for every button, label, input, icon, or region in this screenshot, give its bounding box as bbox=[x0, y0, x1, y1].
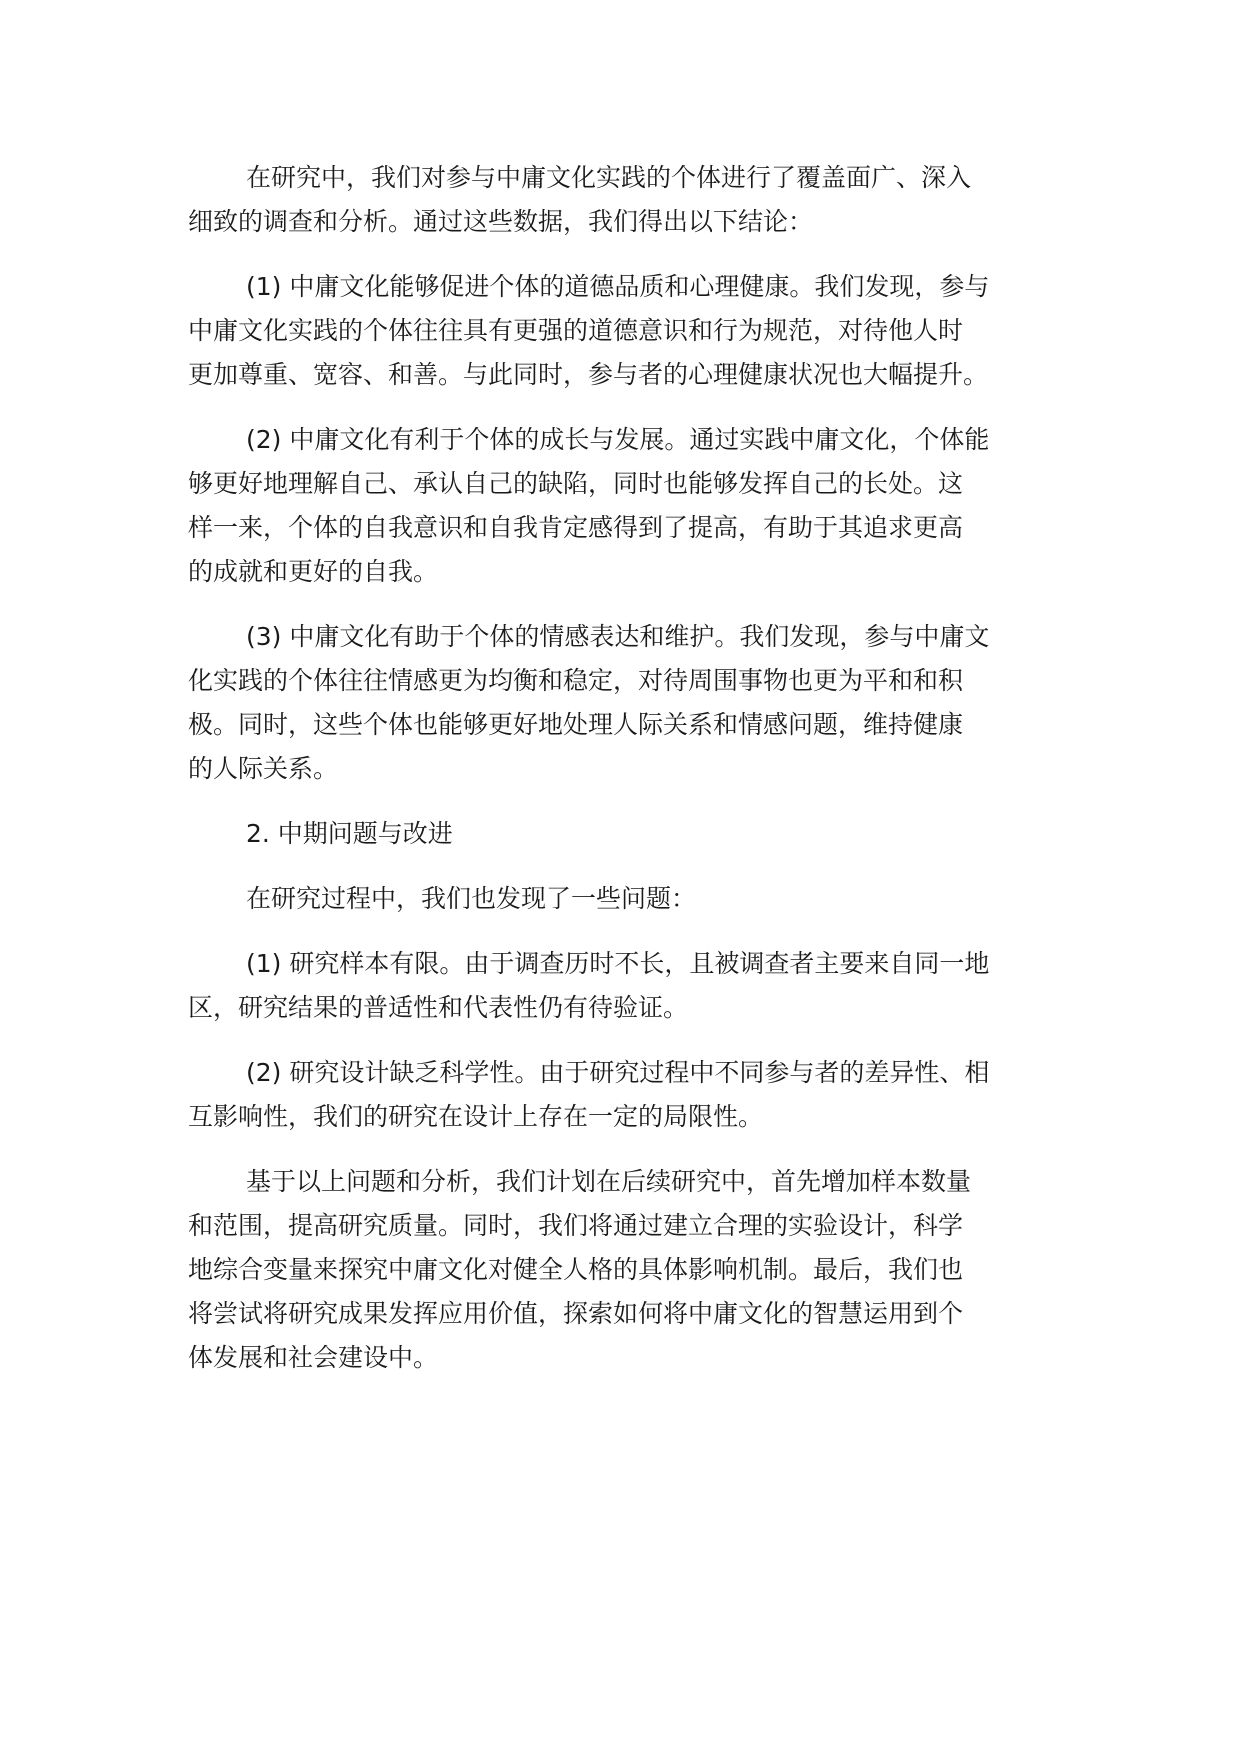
text-line: (1) 中庸文化能够促进个体的道德品质和心理健康。我们发现，参与 bbox=[246, 272, 990, 301]
text-line: 中庸文化实践的个体往往具有更强的道德意识和行为规范，对待他人时 bbox=[188, 316, 964, 345]
text-line: 在研究中，我们对参与中庸文化实践的个体进行了覆盖面广、深入 bbox=[246, 163, 972, 192]
text-line: 地综合变量来探究中庸文化对健全人格的具体影响机制。最后，我们也 bbox=[188, 1255, 964, 1284]
text-line: 细致的调查和分析。通过这些数据，我们得出以下结论： bbox=[188, 207, 814, 236]
text-line: 和范围，提高研究质量。同时，我们将通过建立合理的实验设计，科学 bbox=[188, 1211, 964, 1240]
text-line: 区，研究结果的普适性和代表性仍有待验证。 bbox=[188, 993, 689, 1022]
text-line: 的成就和更好的自我。 bbox=[188, 557, 439, 586]
paragraph-plan bbox=[188, 1160, 1068, 1380]
text-line: (1) 研究样本有限。由于调查历时不长，且被调查者主要来自同一地 bbox=[246, 949, 990, 978]
text-line: (2) 研究设计缺乏科学性。由于研究过程中不同参与者的差异性、相 bbox=[246, 1058, 990, 1087]
section-heading bbox=[188, 812, 1068, 856]
paragraph-problems-intro bbox=[188, 877, 1068, 921]
text-line: 化实践的个体往往情感更为均衡和稳定，对待周围事物也更为平和和积 bbox=[188, 666, 964, 695]
paragraph-conclusion-3 bbox=[188, 615, 1068, 791]
paragraph-conclusion-2 bbox=[188, 418, 1068, 594]
paragraph-problem-1 bbox=[188, 942, 1068, 1030]
text-line: (2) 中庸文化有利于个体的成长与发展。通过实践中庸文化，个体能 bbox=[246, 425, 990, 454]
text-line: 体发展和社会建设中。 bbox=[188, 1343, 439, 1372]
text-line: 样一来，个体的自我意识和自我肯定感得到了提高，有助于其追求更高 bbox=[188, 513, 964, 542]
text-line: 的人际关系。 bbox=[188, 754, 339, 783]
text-line: 互影响性，我们的研究在设计上存在一定的局限性。 bbox=[188, 1102, 764, 1131]
paragraph-intro bbox=[188, 156, 1068, 244]
paragraph-problem-2 bbox=[188, 1051, 1068, 1139]
text-line: 够更好地理解自己、承认自己的缺陷，同时也能够发挥自己的长处。这 bbox=[188, 469, 964, 498]
text-line: 在研究过程中，我们也发现了一些问题： bbox=[246, 884, 697, 913]
paragraph-conclusion-1 bbox=[188, 265, 1068, 397]
text-line: 基于以上问题和分析，我们计划在后续研究中，首先增加样本数量 bbox=[246, 1167, 972, 1196]
document-body bbox=[188, 156, 1068, 1401]
text-line: 极。同时，这些个体也能够更好地处理人际关系和情感问题，维持健康 bbox=[188, 710, 964, 739]
text-line: (3) 中庸文化有助于个体的情感表达和维护。我们发现，参与中庸文 bbox=[246, 622, 990, 651]
text-line: 将尝试将研究成果发挥应用价值，探索如何将中庸文化的智慧运用到个 bbox=[188, 1299, 964, 1328]
text-line: 更加尊重、宽容、和善。与此同时，参与者的心理健康状况也大幅提升。 bbox=[188, 360, 989, 389]
section-heading-text: 2. 中期问题与改进 bbox=[246, 819, 453, 848]
